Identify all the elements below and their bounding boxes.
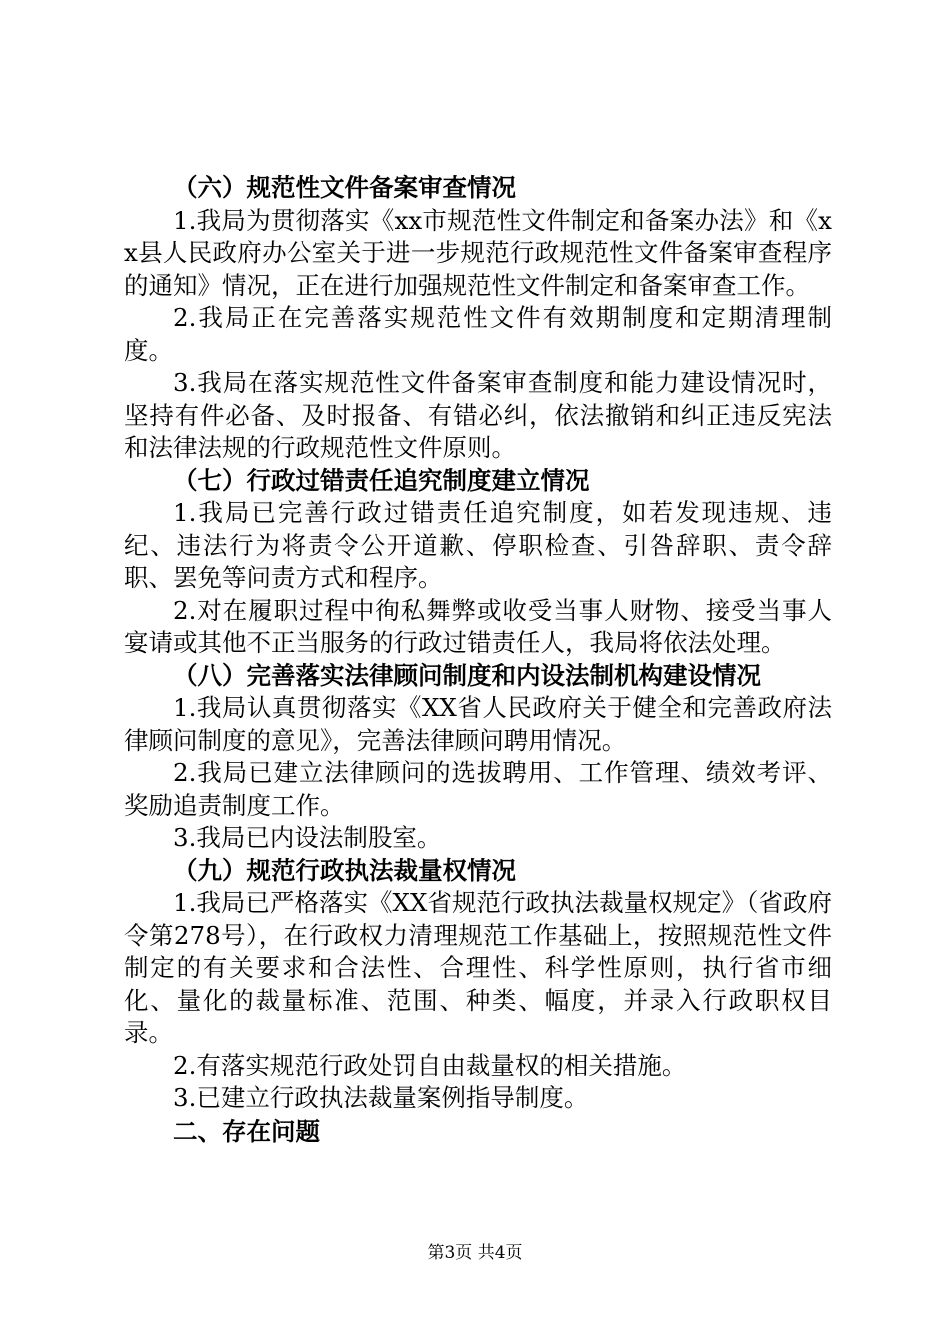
- paragraph: 3.已建立行政执法裁量案例指导制度。: [173, 1083, 589, 1112]
- paragraph: 2.有落实规范行政处罚自由裁量权的相关措施。: [173, 1050, 687, 1080]
- section-heading: （九）规范行政执法裁量权情况: [173, 855, 516, 885]
- paragraph: 1.我局已完善行政过错责任追究制度，如若发现违规、违纪、违法行为将责令公开道歉、停职检查、引咎辞职、责令辞职、罢免等问责方式和程序。: [124, 498, 832, 592]
- page-footer: 第3页 共4页: [427, 1243, 523, 1263]
- chapter-heading: 二、存在问题: [173, 1116, 320, 1146]
- paragraph: 3.我局在落实规范性文件备案审查制度和能力建设情况时，坚持有件必备、及时报备、有错必纠，依法撤销和纠正违反宪法和法律法规的行政规范性文件原则。: [124, 368, 832, 462]
- section-heading: （七）行政过错责任追究制度建立情况: [173, 465, 590, 495]
- document-body: [124, 172, 832, 1149]
- section-heading: （六）规范性文件备案审查情况: [173, 173, 516, 202]
- paragraph: 2.我局正在完善落实规范性文件有效期制度和定期清理制度。: [124, 303, 832, 365]
- paragraph: 2.对在履职过程中徇私舞弊或收受当事人财物、接受当事人宴请或其他不正当服务的行政过错责任人，我局将依法处理。: [124, 595, 832, 657]
- paragraph: 2.我局已建立法律顾问的选拔聘用、工作管理、绩效考评、奖励追责制度工作。: [124, 758, 832, 820]
- paragraph: 1.我局认真贯彻落实《XX省人民政府关于健全和完善政府法律顾问制度的意见》，完善法律顾问聘用情况。: [124, 693, 832, 755]
- paragraph: 3.我局已内设法制股室。: [173, 823, 442, 852]
- section-heading: （八）完善落实法律顾问制度和内设法制机构建设情况: [173, 660, 761, 690]
- paragraph: 1.我局已严格落实《XX省规范行政执法裁量权规定》（省政府令第278号），在行政权力清理规范工作基础上，按照规范性文件制定的有关要求和合法性、合理性、科学性原则，执行省市细化、量化的裁量标准、范围、种类、幅度，并录入行政职权目录。: [124, 888, 832, 1047]
- paragraph: 1.我局为贯彻落实《xx市规范性文件制定和备案办法》和《xx县人民政府办公室关于进一步规范行政规范性文件备案审查程序的通知》情况，正在进行加强规范性文件制定和备案审查工作。: [124, 205, 832, 300]
